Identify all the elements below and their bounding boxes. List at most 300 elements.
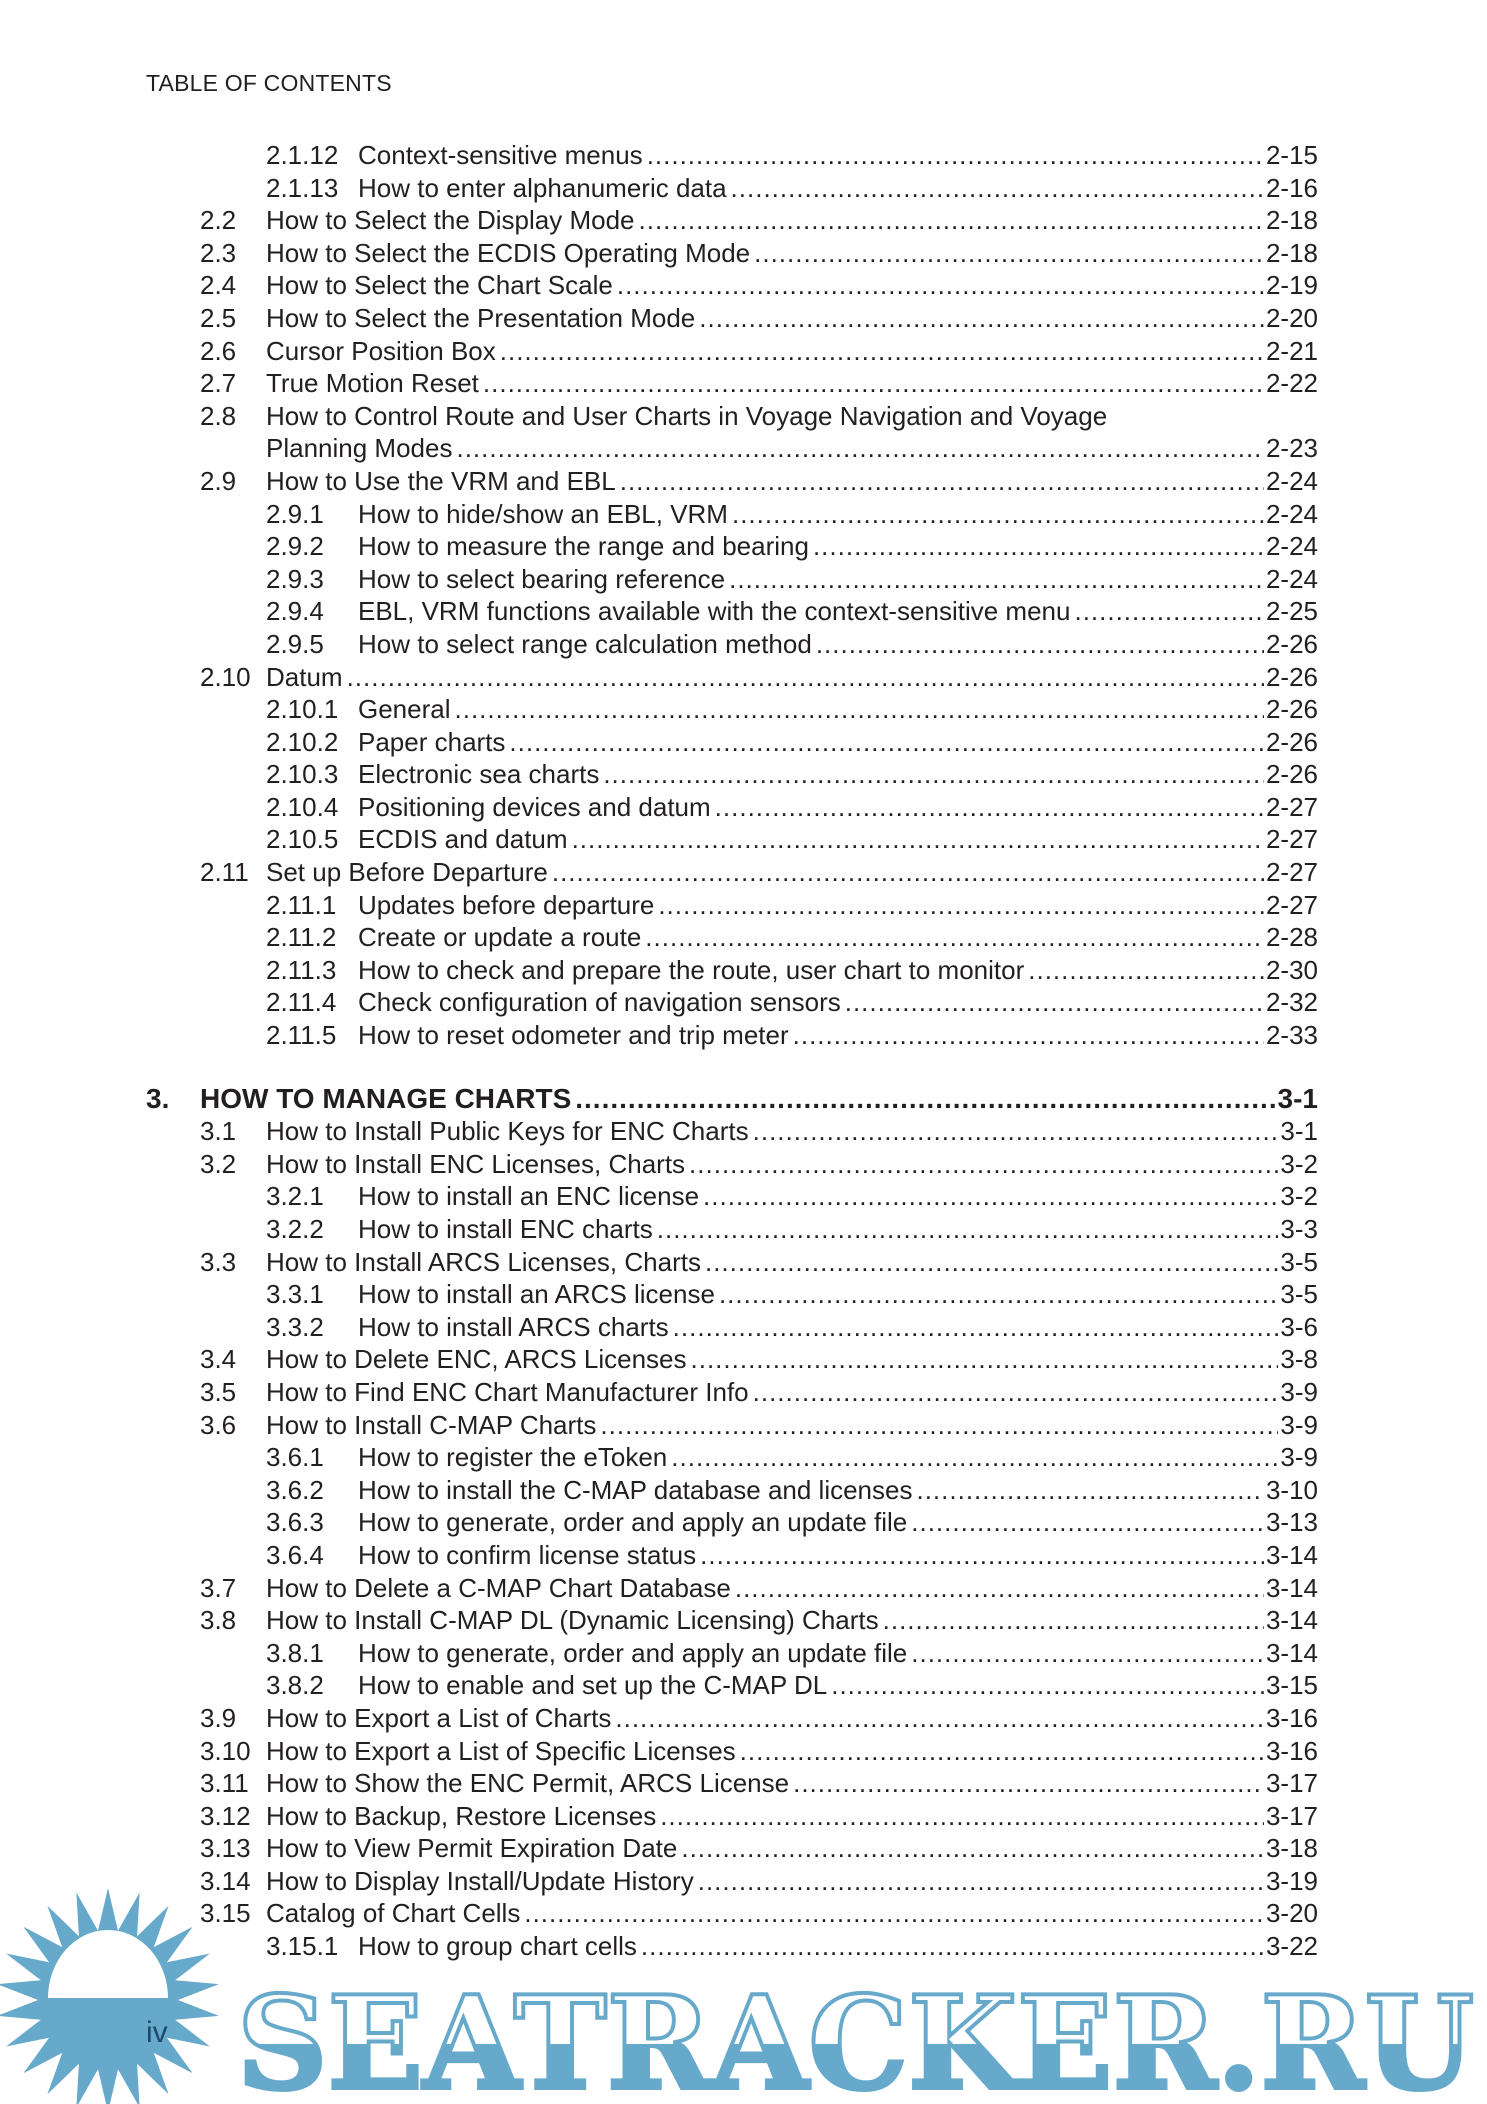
dot-leader (793, 1767, 1264, 1800)
entry-number: 2.9 (200, 465, 237, 496)
entry-title: How to install ENC charts (358, 1214, 653, 1244)
dot-leader (500, 335, 1264, 368)
entry-number: 3.7 (200, 1572, 237, 1603)
entry-line (358, 172, 1318, 205)
toc-entry[interactable] (0, 1832, 1487, 1865)
entry-number: 3.13 (200, 1833, 251, 1864)
entry-title: Create or update a route (358, 922, 642, 953)
entry-line (266, 1376, 1318, 1409)
entry-title: How to View Permit Expiration Date (266, 1833, 678, 1864)
dot-leader (691, 1343, 1279, 1376)
dot-leader (729, 563, 1264, 596)
dot-leader (645, 921, 1264, 954)
entry-number: 3.4 (200, 1344, 237, 1375)
dot-leader (1074, 595, 1263, 628)
entry-line (266, 1702, 1318, 1735)
dot-leader (509, 726, 1264, 759)
entry-number: 2.1.13 (266, 172, 339, 203)
entry-line (266, 1604, 1318, 1637)
entry-number: 3.12 (200, 1800, 251, 1831)
entry-title: Cursor Position Box (266, 335, 496, 366)
entry-line (266, 335, 1318, 368)
toc-entry[interactable] (0, 693, 1487, 726)
entry-line (358, 986, 1318, 1019)
toc-entry[interactable] (0, 921, 1487, 954)
entry-line (358, 1278, 1318, 1311)
dot-leader (793, 1019, 1264, 1052)
dot-leader (831, 1669, 1264, 1702)
toc-entry[interactable] (0, 889, 1487, 922)
entry-title: How to Select the Chart Scale (266, 270, 613, 301)
entry-page: 2-27 (1265, 857, 1318, 888)
entry-line (266, 1148, 1318, 1181)
dot-leader (658, 889, 1264, 922)
entry-title: How to Delete a C-MAP Chart Database (266, 1572, 731, 1603)
entry-number: 2.11 (200, 857, 249, 888)
entry-line (266, 1409, 1318, 1442)
entry-number: 2.4 (200, 270, 237, 301)
dot-leader (647, 139, 1264, 172)
toc-entry[interactable] (0, 726, 1487, 759)
entry-title: How to Find ENC Chart Manufacturer Info (266, 1376, 749, 1407)
entry-title: How to install the C-MAP database and licenses (358, 1474, 913, 1505)
dot-leader (732, 498, 1264, 531)
toc-entry[interactable] (0, 1539, 1487, 1572)
entry-title: How to Delete ENC, ARCS Licenses (266, 1344, 687, 1375)
entry-title: How to Select the Display Mode (266, 205, 635, 236)
entry-line (200, 1083, 1318, 1116)
entry-number: 3.6 (200, 1409, 237, 1440)
entry-number: 2.10.5 (266, 824, 339, 855)
entry-title: Updates before departure (358, 889, 655, 920)
entry-page: 2-26 (1265, 726, 1318, 757)
entry-line (266, 1800, 1318, 1833)
entry-title: How to Install C-MAP DL (Dynamic Licensing) Charts (266, 1605, 879, 1636)
entry-page: 2-27 (1265, 824, 1318, 855)
watermark-text: SEATRACKER.RU (237, 1969, 1474, 2104)
entry-number: 2.6 (200, 335, 237, 366)
toc-entry[interactable] (0, 1572, 1487, 1605)
entry-number: 2.11.4 (266, 987, 337, 1018)
entry-title: How to install an ENC license (358, 1181, 700, 1212)
dot-leader (883, 1604, 1264, 1637)
entry-line (358, 1441, 1318, 1474)
entry-title: How to group chart cells (358, 1931, 637, 1962)
entry-title-first-line: How to Control Route and User Charts in Voyage Navigation and Voyage (266, 400, 1108, 431)
dot-leader (572, 823, 1264, 856)
toc-entry[interactable] (0, 595, 1487, 628)
entry-page: 3-8 (1280, 1344, 1318, 1375)
dot-leader (660, 1800, 1264, 1833)
entry-title: How to Export a List of Specific Licenses (266, 1735, 736, 1766)
entry-page: 2-30 (1265, 954, 1318, 985)
toc-entry[interactable] (0, 1767, 1487, 1800)
entry-line (358, 921, 1318, 954)
dot-leader (700, 1539, 1264, 1572)
dot-leader (615, 1702, 1264, 1735)
entry-page: 2-32 (1265, 987, 1318, 1018)
dot-leader (456, 432, 1263, 465)
entry-line (358, 889, 1318, 922)
entry-line (358, 530, 1318, 563)
entry-title: How to Use the VRM and EBL (266, 465, 616, 496)
entry-title: How to Export a List of Charts (266, 1702, 612, 1733)
dot-leader (740, 1735, 1264, 1768)
entry-page: 3-6 (1280, 1311, 1318, 1342)
toc-entry[interactable] (0, 1343, 1487, 1376)
entry-title: How to Display Install/Update History (266, 1865, 694, 1896)
entry-page: 2-20 (1265, 302, 1318, 333)
entry-number: 3.8 (200, 1605, 237, 1636)
sun-logo-icon (0, 1888, 219, 2104)
dot-leader (681, 1832, 1264, 1865)
entry-title: How to check and prepare the route, user chart to monitor (358, 954, 1025, 985)
toc-entry[interactable] (0, 1669, 1487, 1702)
entry-line (266, 367, 1318, 400)
entry-line (266, 1246, 1318, 1279)
entry-number: 2.3 (200, 237, 237, 268)
entry-number: 2.1.12 (266, 140, 339, 170)
entry-line (266, 1832, 1318, 1865)
dot-leader (620, 465, 1264, 498)
toc-entry[interactable] (0, 1148, 1487, 1181)
entry-page: 2-15 (1265, 140, 1318, 170)
entry-title: Planning Modes (266, 433, 453, 464)
dot-leader (735, 1572, 1264, 1605)
entry-title: How to install an ARCS license (358, 1279, 715, 1310)
entry-page: 2-26 (1265, 694, 1318, 725)
toc-entry[interactable] (0, 465, 1487, 498)
toc-entry[interactable] (0, 823, 1487, 856)
entry-page: 2-21 (1265, 335, 1318, 366)
entry-number: 2.11.5 (266, 1020, 337, 1051)
entry-number: 2.10.2 (266, 726, 339, 757)
entry-number: 2.9.2 (266, 531, 324, 562)
toc-entry[interactable] (0, 1213, 1487, 1246)
toc-entry[interactable] (0, 1637, 1487, 1670)
dot-leader (657, 1213, 1279, 1246)
entry-line (266, 661, 1318, 694)
dot-leader (911, 1506, 1264, 1539)
entry-title: How to Install ARCS Licenses, Charts (266, 1246, 701, 1277)
entry-title: How to Show the ENC Permit, ARCS License (266, 1768, 790, 1799)
entry-line (266, 1343, 1318, 1376)
entry-number: 3. (146, 1082, 170, 1114)
dot-leader (816, 628, 1264, 661)
toc-entry[interactable] (0, 856, 1487, 889)
dot-leader (731, 172, 1264, 205)
toc-entry[interactable] (0, 172, 1487, 205)
entry-line (358, 758, 1318, 791)
entry-number: 3.2 (200, 1148, 237, 1179)
toc-entry[interactable] (0, 1409, 1487, 1442)
entry-number: 3.2.2 (266, 1214, 324, 1244)
dot-leader (671, 1441, 1278, 1474)
entry-title: Datum (266, 661, 343, 692)
toc-entry[interactable] (0, 1278, 1487, 1311)
dot-leader (911, 1637, 1264, 1670)
entry-title: How to generate, order and apply an update file (358, 1637, 908, 1668)
entry-page: 2-24 (1265, 563, 1318, 594)
entry-page: 3-17 (1265, 1768, 1318, 1799)
entry-line (358, 498, 1318, 531)
dot-leader (845, 986, 1264, 1019)
entry-line (358, 1019, 1318, 1052)
toc-entry[interactable] (0, 367, 1487, 400)
toc-entry[interactable] (0, 1019, 1487, 1052)
entry-number: 2.8 (200, 400, 237, 431)
entry-page: 3-14 (1265, 1605, 1318, 1636)
entry-line (358, 595, 1318, 628)
entry-number: 3.15 (200, 1898, 251, 1929)
entry-title: Catalog of Chart Cells (266, 1898, 521, 1929)
dot-leader (753, 1376, 1279, 1409)
dot-leader (754, 237, 1264, 270)
entry-line (358, 1669, 1318, 1702)
entry-line (266, 302, 1318, 335)
entry-page: 3-1 (1280, 1116, 1318, 1147)
entry-line (358, 1311, 1318, 1344)
entry-page: 3-16 (1265, 1702, 1318, 1733)
entry-line (358, 1506, 1318, 1539)
entry-title: How to confirm license status (358, 1539, 697, 1570)
entry-number: 2.10 (200, 661, 251, 692)
toc-entry[interactable] (0, 1474, 1487, 1507)
entry-number: 2.7 (200, 368, 237, 399)
entry-line (266, 237, 1318, 270)
entry-number: 2.11.3 (266, 954, 337, 985)
entry-page: 3-22 (1265, 1931, 1318, 1962)
entry-line (266, 465, 1318, 498)
toc-entry[interactable] (0, 530, 1487, 563)
entry-number: 3.6.3 (266, 1507, 324, 1538)
entry-title: How to Install Public Keys for ENC Charts (266, 1116, 749, 1147)
running-header: TABLE OF CONTENTS (146, 70, 392, 96)
entry-page: 3-9 (1280, 1409, 1318, 1440)
entry-title: How to Install C-MAP Charts (266, 1409, 597, 1440)
dot-leader (600, 1409, 1278, 1442)
toc-entry[interactable] (0, 237, 1487, 270)
toc-entry[interactable] (0, 269, 1487, 302)
entry-line (358, 1539, 1318, 1572)
entry-number: 3.15.1 (266, 1931, 339, 1962)
entry-page: 2-26 (1265, 759, 1318, 790)
entry-line (358, 1637, 1318, 1670)
toc-entry[interactable] (0, 204, 1487, 237)
entry-number: 2.10.4 (266, 791, 339, 822)
entry-page: 3-13 (1265, 1507, 1318, 1538)
entry-title: How to select bearing reference (358, 563, 726, 594)
dot-leader (603, 758, 1264, 791)
dot-leader (719, 1278, 1278, 1311)
entry-number: 3.2.1 (266, 1181, 324, 1212)
entry-number: 3.6.2 (266, 1474, 324, 1505)
dot-leader (705, 1246, 1278, 1279)
entry-page: 3-2 (1280, 1148, 1318, 1179)
entry-page: 3-17 (1265, 1800, 1318, 1831)
toc-entry[interactable] (0, 628, 1487, 661)
toc-entry[interactable] (0, 563, 1487, 596)
entry-page: 2-24 (1265, 498, 1318, 529)
toc-entry[interactable] (0, 1604, 1487, 1637)
entry-page: 3-10 (1265, 1474, 1318, 1505)
entry-page: 3-1 (1277, 1082, 1318, 1114)
entry-number: 3.8.1 (266, 1637, 324, 1668)
entry-page: 3-5 (1280, 1279, 1318, 1310)
toc-entry[interactable] (0, 1115, 1487, 1148)
entry-page: 3-14 (1265, 1572, 1318, 1603)
toc-entry[interactable] (0, 1311, 1487, 1344)
toc-entry[interactable] (0, 139, 1487, 172)
entry-page: 3-15 (1265, 1670, 1318, 1701)
entry-number: 3.14 (200, 1865, 251, 1896)
entry-number: 3.10 (200, 1735, 251, 1766)
dot-leader (916, 1474, 1263, 1507)
toc-entry[interactable] (0, 1180, 1487, 1213)
entry-number: 2.9.3 (266, 563, 324, 594)
entry-line (358, 1180, 1318, 1213)
entry-line (266, 1735, 1318, 1768)
entry-page: 2-27 (1265, 889, 1318, 920)
dot-leader (753, 1115, 1279, 1148)
entry-page: 2-26 (1265, 661, 1318, 692)
entry-line (358, 823, 1318, 856)
entry-page: 2-24 (1265, 531, 1318, 562)
entry-line (358, 628, 1318, 661)
entry-title: Paper charts (358, 726, 506, 757)
entry-page: 2-26 (1265, 628, 1318, 659)
entry-title: Set up Before Departure (266, 857, 548, 888)
toc-entry[interactable] (0, 302, 1487, 335)
toc-entry[interactable] (0, 661, 1487, 694)
entry-number: 2.10.3 (266, 759, 339, 790)
toc-entry[interactable] (0, 1376, 1487, 1409)
entry-number: 3.3.2 (266, 1311, 324, 1342)
dot-leader (639, 204, 1264, 237)
entry-line (358, 726, 1318, 759)
entry-title: How to reset odometer and trip meter (358, 1020, 789, 1051)
entry-title: Check configuration of navigation sensors (358, 987, 841, 1018)
entry-page: 3-14 (1265, 1637, 1318, 1668)
entry-line (266, 1115, 1318, 1148)
seatracker-watermark (0, 1880, 1487, 2104)
entry-line (358, 1213, 1318, 1246)
entry-title: True Motion Reset (266, 368, 479, 399)
toc-entry[interactable] (0, 1702, 1487, 1735)
entry-title: How to install ARCS charts (358, 1311, 669, 1342)
entry-page: 3-20 (1265, 1898, 1318, 1929)
entry-page: 2-16 (1265, 172, 1318, 203)
entry-page: 3-9 (1280, 1376, 1318, 1407)
toc-entry[interactable] (0, 986, 1487, 1019)
entry-number: 2.9.5 (266, 628, 324, 659)
dot-leader (552, 856, 1264, 889)
entry-number: 2.11.2 (266, 922, 337, 953)
entry-number: 3.9 (200, 1702, 237, 1733)
entry-page: 3-5 (1280, 1246, 1318, 1277)
entry-number: 2.2 (200, 205, 237, 236)
entry-line (358, 791, 1318, 824)
toc-entry[interactable] (0, 791, 1487, 824)
entry-page: 3-9 (1280, 1442, 1318, 1473)
dot-leader (703, 1180, 1278, 1213)
entry-page: 2-28 (1265, 922, 1318, 953)
dot-leader (575, 1083, 1275, 1116)
toc-entry[interactable] (0, 758, 1487, 791)
toc-entry[interactable] (0, 954, 1487, 987)
entry-number: 3.6.1 (266, 1442, 324, 1473)
toc-entry[interactable] (0, 498, 1487, 531)
dot-leader (617, 269, 1264, 302)
entry-title: How to enable and set up the C-MAP DL (358, 1670, 828, 1701)
dot-leader (699, 302, 1264, 335)
entry-line (266, 204, 1318, 237)
toc-entry[interactable] (0, 335, 1487, 368)
entry-title: How to Select the Presentation Mode (266, 302, 696, 333)
entry-number: 3.3 (200, 1246, 237, 1277)
toc-entry[interactable] (0, 1735, 1487, 1768)
entry-title: Positioning devices and datum (358, 791, 711, 822)
entry-title: HOW TO MANAGE CHARTS (200, 1082, 572, 1114)
entry-page: 3-16 (1265, 1735, 1318, 1766)
dot-leader (347, 661, 1264, 694)
entry-title: How to enter alphanumeric data (358, 172, 727, 203)
toc-entry[interactable] (0, 400, 1487, 465)
entry-page: 2-33 (1265, 1020, 1318, 1051)
entry-page: 2-23 (1265, 433, 1318, 464)
toc-entry[interactable] (0, 1506, 1487, 1539)
dot-leader (689, 1148, 1278, 1181)
entry-number: 2.9.1 (266, 498, 324, 529)
entry-page: 2-25 (1265, 596, 1318, 627)
toc-entry[interactable] (0, 1441, 1487, 1474)
toc-entry[interactable] (0, 1246, 1487, 1279)
toc-entry[interactable] (0, 1083, 1487, 1116)
entry-page: 3-2 (1280, 1181, 1318, 1212)
entry-title: Electronic sea charts (358, 759, 600, 790)
entry-number: 3.1 (200, 1116, 237, 1147)
entry-title: How to hide/show an EBL, VRM (358, 498, 728, 529)
entry-line (358, 563, 1318, 596)
dot-leader (813, 530, 1264, 563)
page-number: iv (146, 2016, 168, 2049)
entry-page: 2-27 (1265, 791, 1318, 822)
entry-number: 2.11.1 (266, 889, 337, 920)
entry-number: 2.10.1 (266, 694, 339, 725)
toc-entry[interactable] (0, 1800, 1487, 1833)
entry-line (266, 1767, 1318, 1800)
dot-leader (673, 1311, 1279, 1344)
entry-title: General (358, 694, 451, 725)
entry-title: Context-sensitive menus (358, 140, 643, 170)
entry-page: 2-18 (1265, 205, 1318, 236)
entry-title: How to Install ENC Licenses, Charts (266, 1148, 686, 1179)
entry-page: 3-19 (1265, 1865, 1318, 1896)
entry-number: 3.6.4 (266, 1539, 324, 1570)
entry-number: 2.9.4 (266, 596, 324, 627)
entry-page: 3-3 (1280, 1214, 1318, 1244)
dot-leader (715, 791, 1264, 824)
entry-title: How to register the eToken (358, 1442, 668, 1473)
entry-title: ECDIS and datum (358, 824, 568, 855)
entry-line (358, 954, 1318, 987)
entry-page: 2-18 (1265, 237, 1318, 268)
entry-line (266, 432, 1318, 465)
entry-page: 2-19 (1265, 270, 1318, 301)
entry-title: How to Select the ECDIS Operating Mode (266, 237, 751, 268)
dot-leader (1028, 954, 1264, 987)
entry-number: 3.3.1 (266, 1279, 324, 1310)
